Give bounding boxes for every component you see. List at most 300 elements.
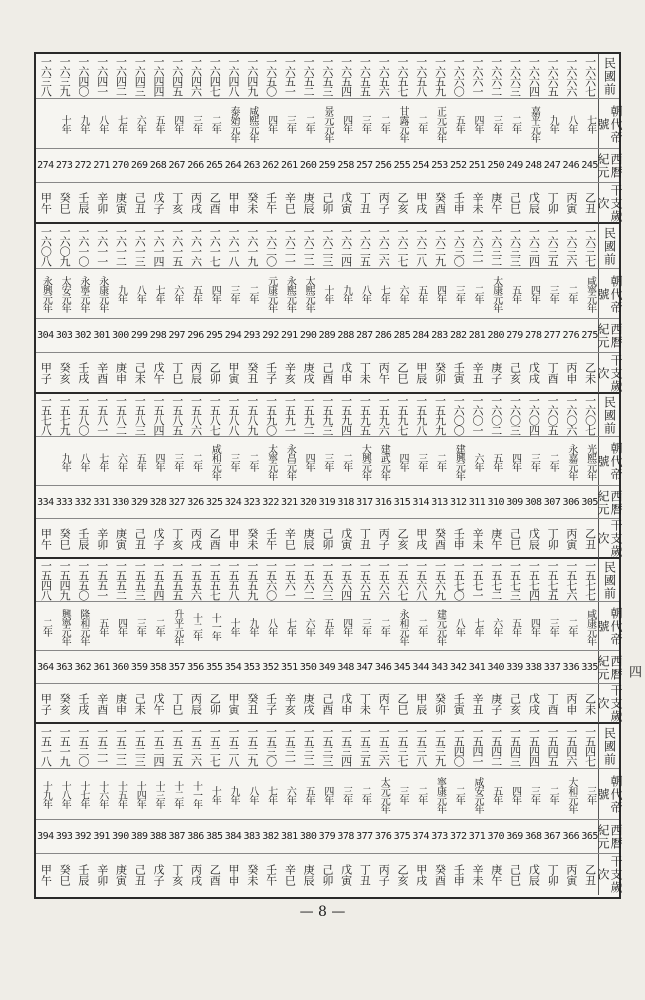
cell-era: 太元元年 [378,776,390,813]
cell-ganzhi: 戊子 [151,527,165,550]
cell-ad: 297 [168,330,186,341]
cell-minguo: 一六六三 [508,56,522,96]
cell-ad: 301 [93,330,110,341]
cell-ganzhi: 丙戌 [189,192,203,214]
cell-ganzhi: 甲子 [39,362,53,384]
cell-era: 咸寧元年 [584,276,596,312]
cell-ganzhi: 丙辰 [189,692,203,715]
cell-ad: 249 [506,160,523,171]
cell-minguo: 一五四〇 [452,726,466,766]
cell-ganzhi: 壬子 [264,362,278,384]
cell-ad: 379 [318,831,336,842]
page-number: — 8 — [299,904,346,920]
cell-ganzhi: 壬戌 [76,692,90,715]
cell-era: 二年 [303,115,315,133]
cell-ad: 332 [74,496,92,508]
cell-era: 二年 [565,617,577,636]
cell-minguo: 一五六八 [414,560,428,600]
cell-ad: 390 [112,831,129,842]
cell-minguo: 一五四一 [471,726,485,766]
cell-ad: 276 [562,330,580,341]
cell-minguo: 一五八九 [245,395,259,435]
cell-era: 永興元年 [40,276,52,312]
cell-minguo: 一五二二 [114,726,128,766]
cell-ad: 335 [581,661,598,673]
cell-ad: 295 [205,330,223,341]
cell-era: 八年 [453,617,465,636]
cell-era: 八年 [265,617,277,636]
cell-ganzhi: 丁卯 [546,192,560,214]
cell-minguo: 一六四六 [189,56,203,96]
cell-minguo: 一六二二 [302,226,316,266]
cell-ad: 315 [393,496,411,508]
cell-minguo: 一五三一 [283,726,297,766]
cell-ad: 273 [55,160,73,171]
cell-minguo: 一五七三 [508,560,522,600]
cell-ad: 260 [299,160,317,171]
cell-ad: 310 [487,496,505,508]
cell-era: 二年 [246,452,258,471]
cell-ganzhi: 庚寅 [114,863,128,886]
cell-minguo: 一五七一 [471,560,485,600]
cell-minguo: 一五七六 [564,560,578,600]
cell-ganzhi: 壬午 [264,192,278,214]
cell-ganzhi: 甲戌 [414,863,428,886]
cell-era: 六年 [115,452,127,471]
cell-minguo: 一五九七 [395,395,409,435]
cell-ad: 356 [187,661,204,673]
cell-ad: 341 [468,661,486,673]
cell-ad: 380 [299,831,317,842]
cell-era: 八年 [565,115,577,133]
cell-era: 嘉平元年 [528,106,540,142]
cell-era: 七年 [152,285,164,303]
cell-minguo: 一五二九 [245,726,259,766]
cell-era: 八年 [134,285,146,303]
cell-era: 十二年 [190,613,202,640]
table-row-ad [36,148,599,183]
cell-era: 十年 [228,617,240,636]
cell-ad: 372 [449,831,467,842]
cell-ad: 312 [449,496,467,508]
cell-ad: 363 [55,661,73,673]
table-row-minguo [36,394,599,436]
cell-ganzhi: 丙午 [377,362,391,384]
cell-minguo: 一六〇〇 [452,395,466,435]
cell-ganzhi: 己亥 [508,362,522,384]
cell-era: 十四年 [134,781,146,808]
cell-minguo: 一六五八 [414,56,428,96]
cell-era: 永熙元年 [284,276,296,312]
cell-ganzhi: 戊午 [151,362,165,384]
cell-minguo: 一六〇六 [564,395,578,435]
cell-minguo: 一五六二 [302,560,316,600]
cell-ganzhi: 戊申 [339,362,353,384]
cell-minguo: 一六四八 [227,56,241,96]
cell-era: 四年 [509,452,521,471]
table-row-ad [36,318,599,353]
cell-minguo: 一五七八 [39,395,53,435]
cell-minguo: 一五二四 [151,726,165,766]
cell-ad: 258 [337,160,354,171]
cell-minguo: 一六三三 [508,226,522,266]
cell-era: 五年 [303,785,315,804]
cell-ad: 251 [468,160,486,171]
cell-minguo: 一五九八 [414,395,428,435]
table-row-ad [36,819,599,854]
cell-minguo: 一五九一 [283,395,297,435]
cell-ad: 250 [487,160,505,171]
cell-minguo: 一五八三 [133,395,147,435]
cell-ganzhi: 乙巳 [395,362,409,384]
cell-era: 八年 [246,785,258,804]
cell-ganzhi: 癸丑 [245,692,259,715]
cell-era: 九年 [340,285,352,303]
cell-era: 三年 [228,285,240,303]
cell-minguo: 一六六五 [546,56,560,96]
cell-ganzhi: 乙卯 [208,692,222,715]
cell-ganzhi: 庚辰 [302,527,316,550]
cell-minguo: 一五五〇 [76,560,90,600]
cell-ganzhi: 辛亥 [283,362,297,384]
cell-ganzhi: 壬辰 [76,527,90,550]
cell-ganzhi: 丙辰 [189,362,203,384]
cell-era: 十七年 [77,781,89,808]
cell-minguo: 一六〇七 [583,395,597,435]
cell-minguo: 一五一九 [58,726,72,766]
cell-minguo: 一五五六 [189,560,203,600]
cell-era: 六年 [284,785,296,804]
cell-ad: 339 [506,661,523,673]
cell-era: 元康元年 [265,276,277,312]
cell-ganzhi: 丙子 [377,192,391,214]
cell-ganzhi: 壬寅 [452,692,466,715]
cell-minguo: 一五五九 [245,560,259,600]
cell-ganzhi: 丁酉 [546,692,560,715]
cell-ad: 309 [506,496,523,508]
cell-minguo: 一五九二 [302,395,316,435]
cell-ganzhi: 壬戌 [76,362,90,384]
cell-ganzhi: 己未 [133,692,147,715]
cell-era: 九年 [246,617,258,636]
cell-minguo: 一五七四 [527,560,541,600]
cell-ganzhi: 辛未 [471,192,485,214]
cell-minguo: 一五五一 [95,560,109,600]
cell-minguo: 一六三七 [583,226,597,266]
cell-ad: 246 [562,160,580,171]
cell-minguo: 一六六一 [471,56,485,96]
cell-minguo: 一六五二 [302,56,316,96]
cell-minguo: 一五六五 [358,560,372,600]
cell-era: 永昌元年 [284,443,296,480]
row-header-minguo: 民國前 [598,559,619,601]
cell-minguo: 一五五七 [208,560,222,600]
cell-ad: 289 [318,330,336,341]
cell-ad: 279 [506,330,523,341]
cell-ganzhi: 甲戌 [414,527,428,550]
cell-ad: 296 [187,330,204,341]
cell-ad: 347 [356,661,373,673]
cell-ad: 322 [262,496,279,508]
cell-ganzhi: 丁卯 [546,863,560,886]
cell-era: 五年 [96,617,108,636]
cell-ganzhi: 乙丑 [583,863,597,886]
cell-minguo: 一六四三 [133,56,147,96]
cell-era: 二年 [434,452,446,471]
cell-ad: 293 [243,330,261,341]
cell-era: 六年 [472,452,484,471]
cell-ad: 343 [431,661,448,673]
cell-minguo: 一六〇一 [471,395,485,435]
cell-minguo: 一六二六 [377,226,391,266]
cell-ganzhi: 戊辰 [527,192,541,214]
cell-era: 九年 [115,285,127,303]
cell-ad: 366 [562,831,580,842]
cell-minguo: 一五四四 [527,726,541,766]
cell-minguo: 一五四五 [546,726,560,766]
cell-ganzhi: 壬申 [452,192,466,214]
cell-ganzhi: 己巳 [508,192,522,214]
cell-ganzhi: 癸酉 [433,192,447,214]
cell-minguo: 一六一一 [95,226,109,266]
cell-ad: 247 [543,160,561,171]
cell-ganzhi: 癸丑 [245,362,259,384]
cell-ganzhi: 己丑 [133,863,147,886]
cell-minguo: 一五六七 [395,560,409,600]
cell-minguo: 一六一九 [245,226,259,266]
cell-era: 二年 [415,115,427,133]
cell-ad: 257 [356,160,373,171]
cell-minguo: 一五五八 [227,560,241,600]
cell-ad: 275 [581,330,598,341]
cell-ad: 376 [374,831,392,842]
cell-minguo: 一五三九 [433,726,447,766]
cell-minguo: 一五四三 [508,726,522,766]
cell-ganzhi: 庚子 [489,362,503,384]
cell-minguo: 一六一八 [227,226,241,266]
cell-ganzhi: 癸未 [245,527,259,550]
cell-minguo: 一六四五 [170,56,184,96]
cell-ad: 320 [299,496,317,508]
table-band [36,54,623,224]
cell-ganzhi: 甲午 [39,527,53,550]
cell-minguo: 一五七五 [546,560,560,600]
cell-minguo: 一六二四 [339,226,353,266]
cell-era: 九年 [59,452,71,471]
cell-ad: 256 [374,160,392,171]
cell-minguo: 一六六七 [583,56,597,96]
cell-ad: 325 [205,496,223,508]
cell-ad: 300 [112,330,129,341]
cell-ganzhi: 乙丑 [583,527,597,550]
cell-ad: 305 [581,496,598,508]
cell-ad: 353 [243,661,261,673]
cell-ganzhi: 癸巳 [58,192,72,214]
cell-ganzhi: 丁亥 [170,863,184,886]
cell-ganzhi: 乙未 [583,692,597,715]
cell-minguo: 一五三八 [414,726,428,766]
cell-ganzhi: 戊子 [151,863,165,886]
cell-ad: 391 [93,831,110,842]
cell-ganzhi: 丙子 [377,527,391,550]
cell-ad: 342 [449,661,467,673]
cell-ganzhi: 癸卯 [433,362,447,384]
cell-minguo: 一五三五 [358,726,372,766]
cell-ad: 259 [318,160,336,171]
cell-minguo: 一五三四 [339,726,353,766]
cell-era: 三年 [584,785,596,804]
cell-ad: 267 [168,160,186,171]
cell-era: 隆和元年 [77,608,89,645]
cell-ganzhi: 戊戌 [527,362,541,384]
cell-era: 咸安元年 [472,776,484,813]
cell-era: 八年 [96,115,108,133]
cell-era: 四年 [472,115,484,133]
cell-ad: 350 [299,661,317,673]
cell-era: 六年 [134,115,146,133]
cell-era: 五年 [134,452,146,471]
row-header-minguo: 民國前 [598,224,619,268]
cell-ganzhi: 丁未 [358,362,372,384]
cell-era: 十一年 [209,613,221,640]
cell-era: 九年 [547,115,559,133]
cell-minguo: 一五七九 [58,395,72,435]
cell-ad: 333 [55,496,73,508]
cell-ad: 298 [149,330,167,341]
side-mark: 四 [626,665,641,678]
cell-ganzhi: 癸酉 [433,863,447,886]
cell-era: 永和元年 [396,608,408,645]
cell-era: 四年 [340,115,352,133]
cell-minguo: 一六〇二 [489,395,503,435]
cell-minguo: 一五六四 [339,560,353,600]
cell-ganzhi: 乙未 [583,362,597,384]
cell-minguo: 一五八一 [95,395,109,435]
cell-era: 十三年 [152,781,164,808]
cell-era: 三年 [134,617,146,636]
table-row-ganzhi [36,352,599,393]
cell-era: 四年 [528,617,540,636]
cell-era: 二年 [378,115,390,133]
cell-ganzhi: 己巳 [508,863,522,886]
cell-ad: 292 [262,330,279,341]
cell-ganzhi: 庚午 [489,192,503,214]
cell-ad: 393 [55,831,73,842]
cell-ganzhi: 甲辰 [414,692,428,715]
cell-ganzhi: 辛酉 [95,362,109,384]
cell-ad: 338 [525,661,542,673]
cell-era: 二年 [415,617,427,636]
cell-minguo: 一五八五 [170,395,184,435]
cell-ad: 274 [37,160,54,171]
cell-era: 三年 [415,452,427,471]
cell-minguo: 一五八六 [189,395,203,435]
cell-minguo: 一五九四 [339,395,353,435]
cell-era: 三年 [528,452,540,471]
row-header-minguo: 民國前 [598,54,619,98]
cell-ganzhi: 甲午 [39,863,53,886]
cell-minguo: 一五七七 [583,560,597,600]
cell-minguo: 一六〇五 [546,395,560,435]
cell-ad: 336 [562,661,580,673]
cell-minguo: 一五六〇 [264,560,278,600]
cell-ganzhi: 辛巳 [283,192,297,214]
cell-minguo: 一六三二 [489,226,503,266]
cell-minguo: 一六三〇 [452,226,466,266]
cell-ganzhi: 辛卯 [95,527,109,550]
cell-ad: 359 [130,661,148,673]
cell-minguo: 一五五四 [151,560,165,600]
cell-ad: 344 [412,661,429,673]
cell-era: 五年 [453,115,465,133]
cell-ganzhi: 辛卯 [95,863,109,886]
cell-era: 升平元年 [171,608,183,645]
cell-ganzhi: 辛丑 [471,362,485,384]
cell-minguo: 一六三六 [564,226,578,266]
cell-ganzhi: 己卯 [320,863,334,886]
cell-minguo: 一五八八 [227,395,241,435]
cell-ganzhi: 己卯 [320,527,334,550]
cell-era: 六年 [303,617,315,636]
cell-ad: 285 [393,330,411,341]
cell-ganzhi: 甲子 [39,692,53,715]
cell-ganzhi: 庚申 [114,362,128,384]
cell-ad: 365 [581,831,598,842]
cell-minguo: 一五二六 [189,726,203,766]
cell-ganzhi: 丁巳 [170,362,184,384]
cell-minguo: 一五六九 [433,560,447,600]
cell-ad: 253 [431,160,448,171]
cell-ganzhi: 辛卯 [95,192,109,214]
row-header-era: 朝代帝號 [598,768,619,820]
cell-minguo: 一六六四 [527,56,541,96]
cell-minguo: 一六四九 [245,56,259,96]
table-row-era [36,601,599,651]
cell-ad: 378 [337,831,354,842]
row-header-ad: 西曆紀元 [598,485,619,519]
cell-ad: 261 [281,160,298,171]
cell-ganzhi: 甲辰 [414,362,428,384]
cell-ad: 317 [356,496,373,508]
cell-ganzhi: 丙戌 [189,863,203,886]
cell-era: 十二年 [171,781,183,808]
cell-ganzhi: 癸巳 [58,527,72,550]
cell-ganzhi: 庚午 [489,527,503,550]
row-header-era: 朝代帝號 [598,268,619,319]
cell-era: 三年 [396,785,408,804]
cell-ad: 361 [93,661,110,673]
cell-ad: 291 [281,330,298,341]
cell-minguo: 一五三三 [320,726,334,766]
cell-ad: 385 [205,831,223,842]
cell-ganzhi: 丙子 [377,863,391,886]
cell-ad: 394 [37,831,54,842]
cell-era: 三年 [547,617,559,636]
cell-ganzhi: 辛亥 [283,692,297,715]
cell-ad: 377 [356,831,373,842]
cell-era: 二年 [359,785,371,804]
cell-ad: 319 [318,496,336,508]
cell-era: 三年 [453,285,465,303]
cell-ad: 307 [543,496,561,508]
cell-ganzhi: 甲申 [227,192,241,214]
cell-era: 二年 [547,452,559,471]
cell-minguo: 一五四九 [58,560,72,600]
cell-minguo: 一六六二 [489,56,503,96]
cell-minguo: 一六一〇 [76,226,90,266]
cell-ganzhi: 己卯 [320,192,334,214]
cell-ganzhi: 癸未 [245,192,259,214]
